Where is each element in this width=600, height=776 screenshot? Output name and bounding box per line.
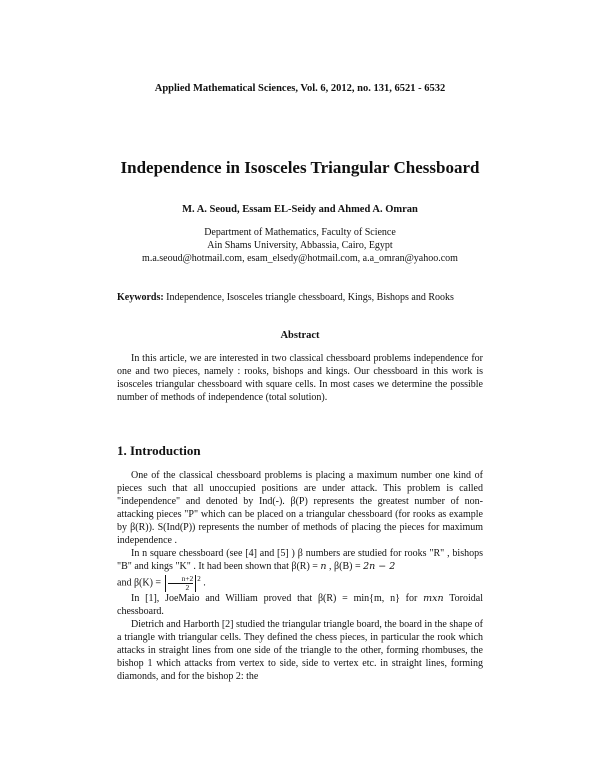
intro-paragraph-1: One of the classical chessboard problems is placing a maximum number one kind of pieces such that all unoccupied positions are under attack. This problem is called "independence" and denoted by Ind(-). β(P) represents the greatest number of non-attacking pieces "P" which can be placed on a triangular chessboard (for rooks as example by β(R)). S(Ind(P)) represents the number of methods of placing the pieces for maximum independence . [117, 470, 483, 546]
p2-text-c: and β(K) = [117, 577, 164, 589]
section-heading: 1. Introduction [117, 443, 201, 458]
p2-text-d: . [200, 577, 206, 589]
keywords [117, 291, 483, 304]
math-n: n [320, 561, 327, 572]
p2-text-b: , β(B) = [326, 561, 364, 572]
affiliation [0, 226, 600, 265]
fraction-numerator: n+2 [168, 575, 194, 584]
affiliation-department: Department of Mathematics, Faculty of Science [204, 227, 396, 238]
paper-title: Independence in Isosceles Triangular Chessboard [120, 158, 480, 177]
intro-paragraph-4: Dietrich and Harborth [2] studied the triangular triangle board, the board in the shape of a triangle with triangular cells. They defined the chess pieces, in particular the rook which attacks in straight lines from one side of the triangle to the other, forming rhombuses, the bishop 1 which attacks from vertex to side, side to vertex etc. in straight lines, forming diamonds, and for the bishop 2: the [117, 618, 483, 682]
fraction-denominator: 2 [185, 582, 190, 592]
math-mxn: mxn [423, 592, 444, 604]
intro-paragraph-3 [117, 592, 483, 618]
keywords-text: Independence, Isosceles triangle chessboard, Kings, Bishops and Rooks [163, 292, 454, 303]
abstract-text: In this article, we are interested in two classical chessboard problems independence for one and two pieces, namely : rooks, bishops and kings. Our chessboard in this work is isosceles triangular chessboard with square cells. In most cases we determine the possible number of methods of independence (total solution). [117, 353, 483, 403]
math-2n-minus-2: 2n − 2 [363, 561, 396, 572]
intro-paragraph-2 [117, 547, 483, 592]
king-fraction [165, 575, 197, 592]
p2-text-a: In n square chessboard (see [4] and [5] ) β numbers are studied for rooks "R" , bishops "B" and kings "K" . It had been shown that β(R) = [117, 548, 483, 572]
author-emails: m.a.seoud@hotmail.com, esam_elsedy@hotmail.com, a.a_omran@yahoo.com [142, 253, 458, 264]
affiliation-university: Ain Shams University, Abbassia, Cairo, Egypt [207, 240, 393, 251]
fraction-exponent: 2 [197, 575, 201, 583]
p3-text-b: Toroidal chessboard. [117, 592, 483, 617]
journal-header: Applied Mathematical Sciences, Vol. 6, 2012, no. 131, 6521 - 6532 [154, 83, 446, 94]
p3-text-a: In [1], JoeMaio and William proved that β(R) = min{m, n} for [131, 592, 424, 604]
abstract-heading: Abstract [280, 330, 320, 341]
section-body [117, 469, 483, 683]
authors: M. A. Seoud, Essam EL-Seidy and Ahmed A. Omran [182, 204, 418, 215]
keywords-label: Keywords: [117, 292, 164, 303]
